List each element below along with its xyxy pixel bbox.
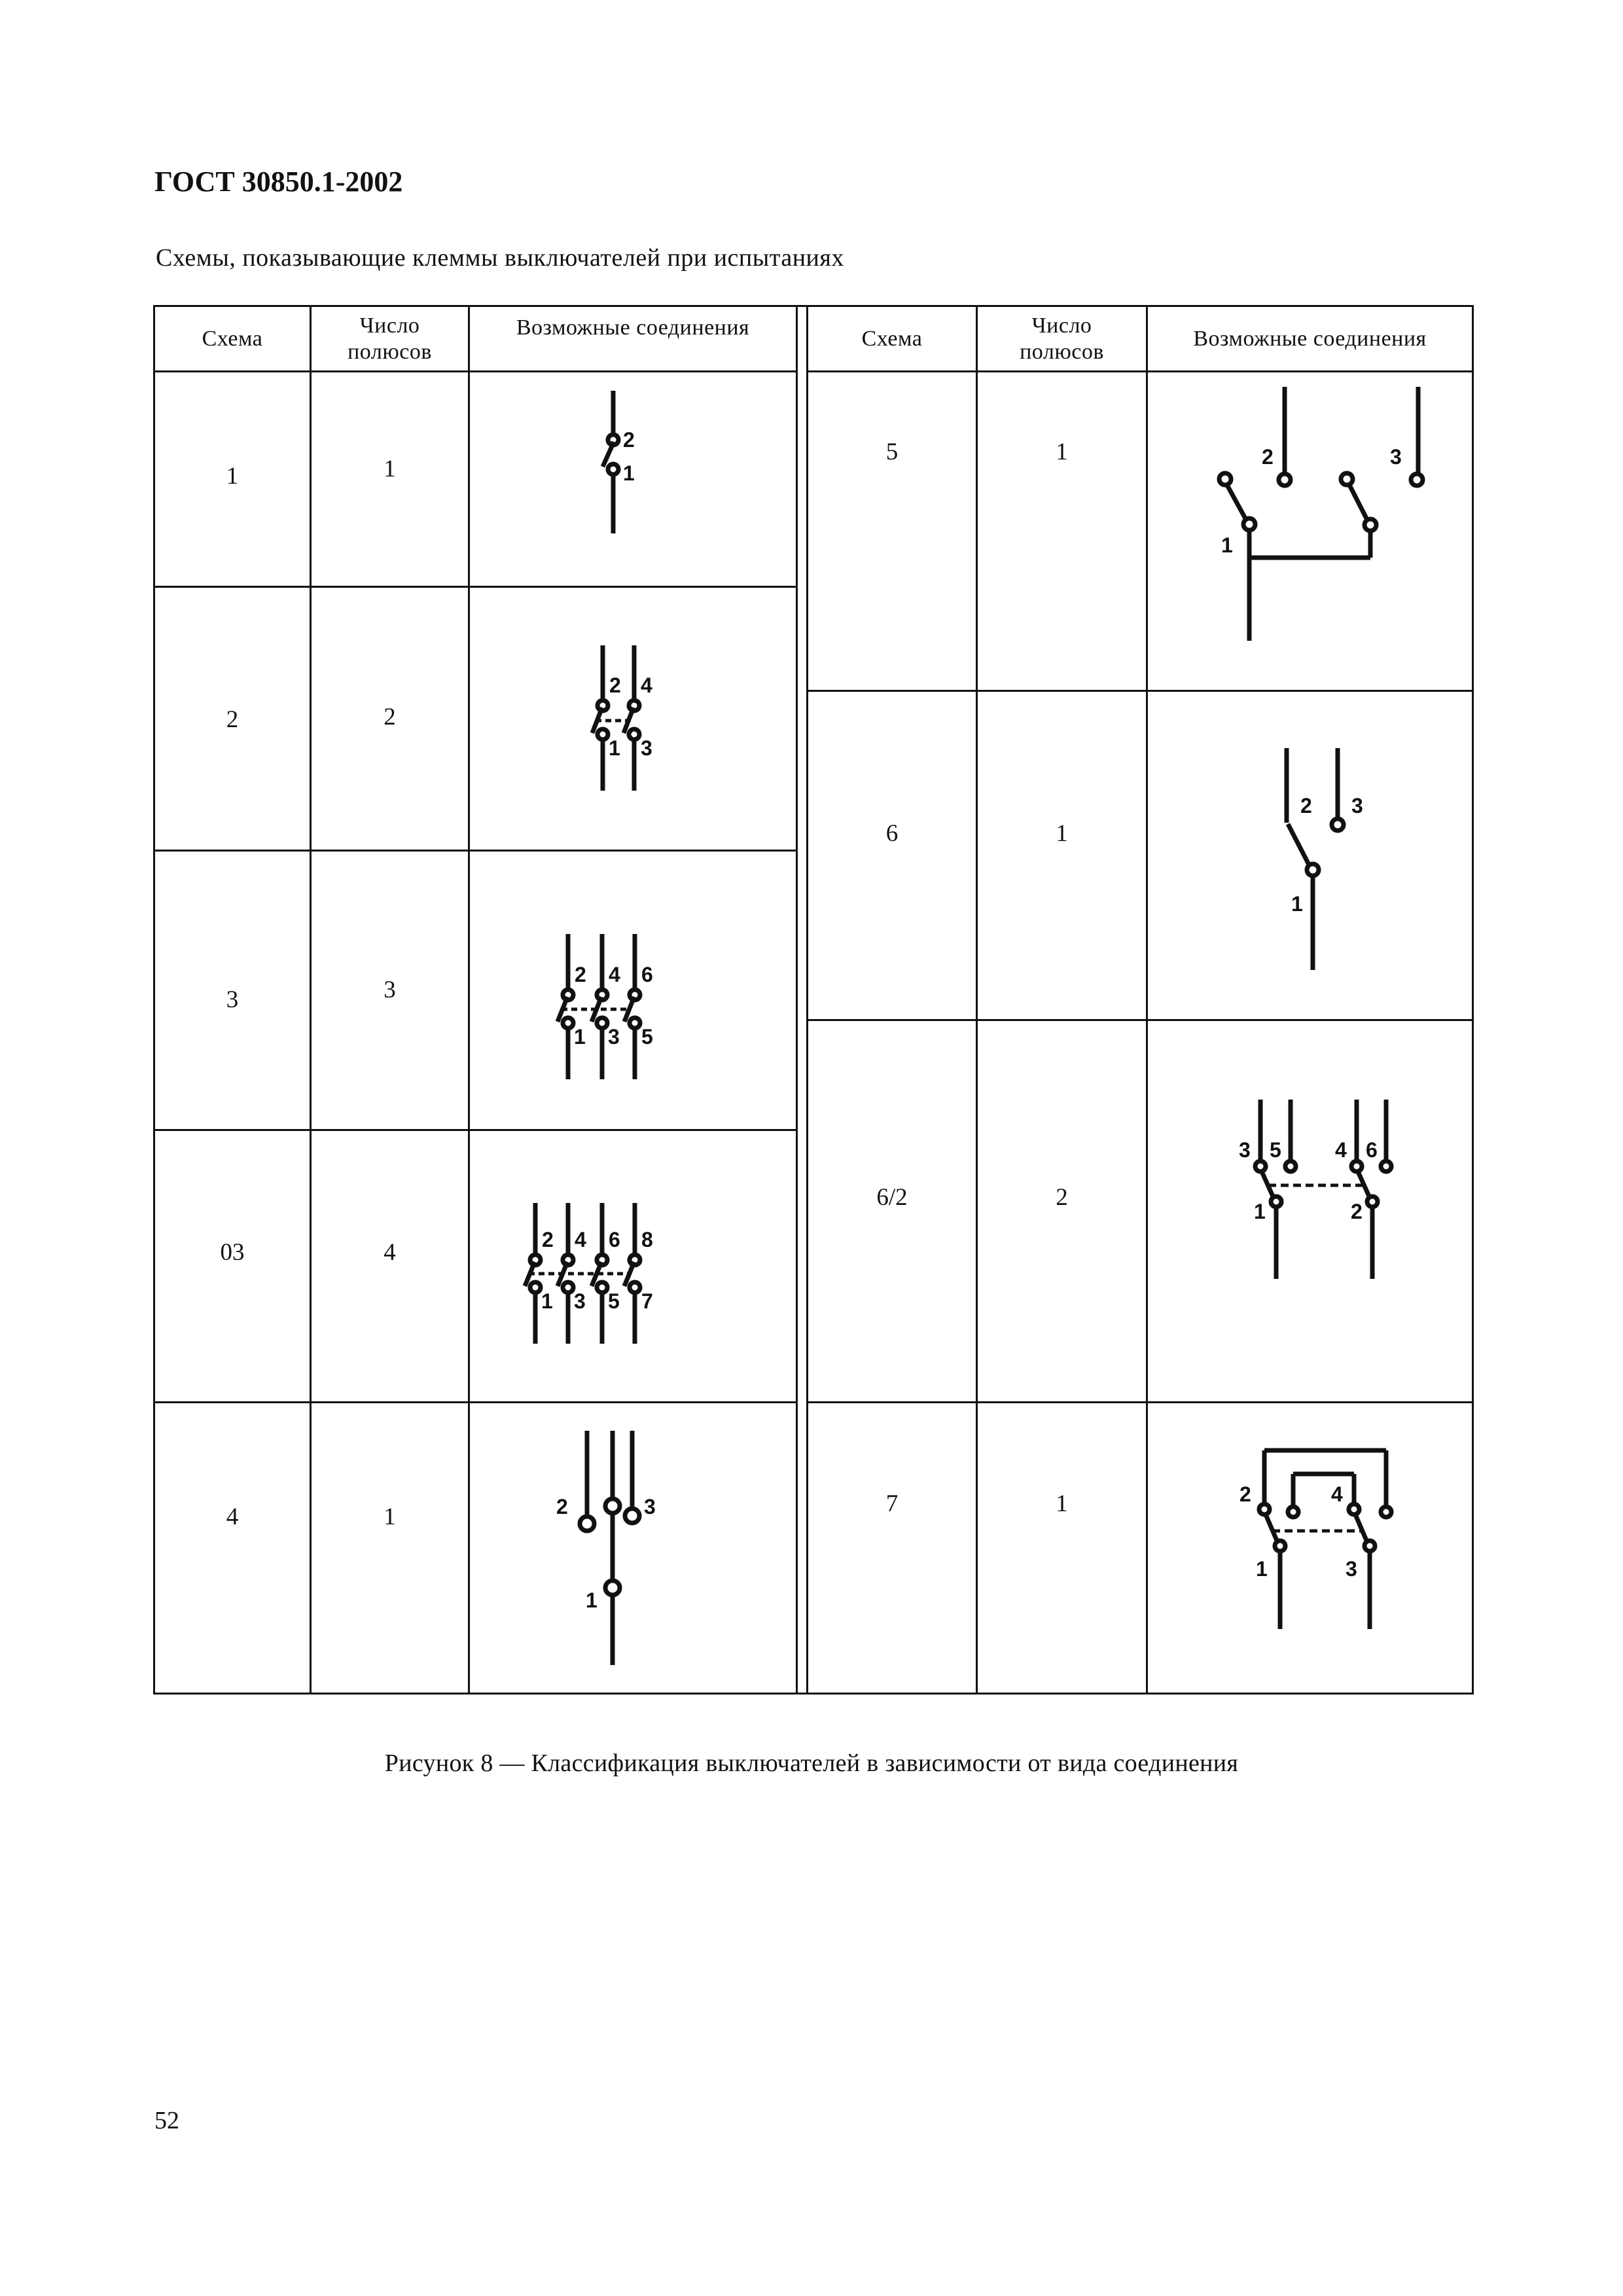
connection-diagram-cell xyxy=(1147,691,1473,1020)
connection-diagram-cell xyxy=(469,372,797,587)
terminal-label: 4 xyxy=(609,963,620,986)
terminal-label: 6 xyxy=(1366,1138,1378,1162)
column-divider xyxy=(797,306,808,1694)
switch-diagram-scheme-6-2 xyxy=(1148,1021,1472,1399)
connection-diagram-cell xyxy=(469,587,797,851)
scheme-cell: 2 xyxy=(154,587,311,851)
connection-diagram-cell xyxy=(1147,1403,1473,1694)
document-code: ГОСТ 30850.1-2002 xyxy=(154,166,403,198)
terminal-label: 1 xyxy=(541,1289,553,1313)
poles-cell: 1 xyxy=(311,1403,469,1694)
terminal-label: 3 xyxy=(1239,1138,1251,1162)
terminal-label: 5 xyxy=(608,1289,620,1313)
terminal-label: 1 xyxy=(1254,1200,1266,1223)
poles-cell: 1 xyxy=(977,372,1147,691)
terminal-label: 3 xyxy=(1346,1557,1357,1581)
connection-diagram-cell xyxy=(469,1130,797,1403)
terminal-label: 3 xyxy=(644,1495,656,1518)
switch-diagram-scheme-3 xyxy=(470,852,796,1129)
terminal-label: 2 xyxy=(556,1495,568,1518)
switch-diagram-scheme-7 xyxy=(1148,1403,1472,1693)
scheme-cell: 7 xyxy=(808,1403,977,1694)
table-intro: Схемы, показывающие клеммы выключателей при испытаниях xyxy=(156,244,844,272)
terminal-label: 2 xyxy=(609,673,621,697)
poles-cell: 2 xyxy=(977,1020,1147,1403)
terminal-label: 3 xyxy=(574,1289,586,1313)
header-scheme-right: Схема xyxy=(808,306,977,372)
scheme-cell: 6/2 xyxy=(808,1020,977,1403)
switch-diagram-scheme-4 xyxy=(470,1403,796,1693)
switch-terminal-table xyxy=(153,305,1474,1695)
terminal-label: 5 xyxy=(1270,1138,1281,1162)
terminal-label: 4 xyxy=(641,673,652,697)
figure-caption: Рисунок 8 — Классификация выключателей в зависимости от вида соединения xyxy=(384,1749,1239,1777)
terminal-label: 4 xyxy=(575,1228,586,1251)
connection-diagram-cell xyxy=(469,851,797,1130)
terminal-label: 2 xyxy=(575,963,586,986)
header-poles-left: Число полюсов xyxy=(311,306,469,372)
terminal-label: 5 xyxy=(641,1025,653,1049)
poles-cell: 4 xyxy=(311,1130,469,1403)
switch-diagram-scheme-2 xyxy=(470,588,796,850)
switch-diagram-scheme-1 xyxy=(470,372,796,586)
connection-diagram-cell xyxy=(1147,1020,1473,1403)
terminal-label: 3 xyxy=(1390,445,1402,469)
header-connections-left: Возможные соединения xyxy=(469,306,797,372)
poles-cell: 1 xyxy=(311,372,469,587)
terminal-label: 1 xyxy=(586,1588,597,1612)
terminal-label: 1 xyxy=(1221,533,1233,557)
poles-cell: 1 xyxy=(977,1403,1147,1694)
terminal-label: 2 xyxy=(623,428,635,452)
header-connections-right: Возможные соединения xyxy=(1147,306,1473,372)
terminal-label: 3 xyxy=(608,1025,620,1049)
scheme-cell: 3 xyxy=(154,851,311,1130)
scheme-cell: 1 xyxy=(154,372,311,587)
terminal-label: 6 xyxy=(641,963,653,986)
header-scheme-left: Схема xyxy=(154,306,311,372)
terminal-label: 2 xyxy=(1262,445,1274,469)
terminal-label: 1 xyxy=(623,461,635,485)
scheme-cell: 4 xyxy=(154,1403,311,1694)
header-poles-right: Число полюсов xyxy=(977,306,1147,372)
connection-diagram-cell xyxy=(1147,372,1473,691)
terminal-label: 8 xyxy=(641,1228,653,1251)
terminal-label: 1 xyxy=(1256,1557,1268,1581)
switch-diagram-scheme-6 xyxy=(1148,692,1472,1019)
terminal-label: 3 xyxy=(641,736,652,760)
terminal-label: 1 xyxy=(609,736,620,760)
terminal-label: 4 xyxy=(1331,1482,1343,1506)
poles-cell: 3 xyxy=(311,851,469,1130)
terminal-label: 3 xyxy=(1351,794,1363,817)
scheme-cell: 03 xyxy=(154,1130,311,1403)
poles-cell: 1 xyxy=(977,691,1147,1020)
terminal-label: 6 xyxy=(609,1228,620,1251)
connection-diagram-cell xyxy=(469,1403,797,1694)
terminal-label: 2 xyxy=(1351,1200,1363,1223)
terminal-label: 2 xyxy=(542,1228,554,1251)
scheme-cell: 5 xyxy=(808,372,977,691)
terminal-label: 2 xyxy=(1300,794,1312,817)
poles-cell: 2 xyxy=(311,587,469,851)
terminal-label: 2 xyxy=(1240,1482,1251,1506)
scheme-cell: 6 xyxy=(808,691,977,1020)
page-number: 52 xyxy=(154,2107,179,2134)
terminal-label: 7 xyxy=(641,1289,653,1313)
terminal-label: 1 xyxy=(574,1025,586,1049)
switch-diagram-scheme-03 xyxy=(470,1131,796,1401)
terminal-label: 4 xyxy=(1335,1138,1347,1162)
terminal-label: 1 xyxy=(1291,892,1303,916)
switch-diagram-scheme-5 xyxy=(1148,372,1472,690)
